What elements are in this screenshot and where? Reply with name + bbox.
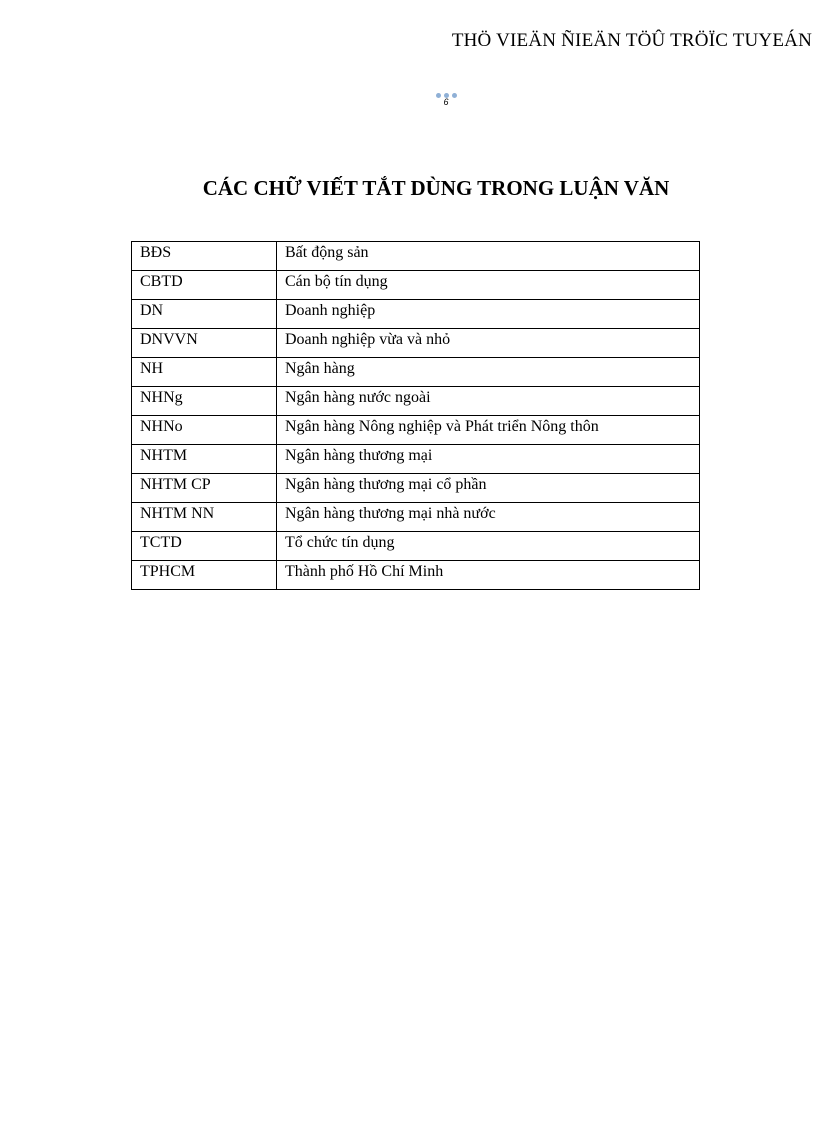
abbreviation-code: NHNg: [132, 387, 277, 416]
dot-icon: [436, 93, 441, 98]
abbreviation-code: NHNo: [132, 416, 277, 445]
document-title: CÁC CHỮ VIẾT TẮT DÙNG TRONG LUẬN VĂN: [202, 176, 670, 200]
abbreviations-table-body: [132, 242, 700, 590]
abbreviation-code: CBTD: [132, 271, 277, 300]
abbreviation-meaning: Doanh nghiệp: [277, 300, 700, 329]
page-number: 6: [443, 97, 449, 107]
abbreviation-meaning: Ngân hàng thương mại cổ phần: [277, 474, 700, 503]
abbreviation-meaning: Ngân hàng Nông nghiệp và Phát triển Nông thôn: [277, 416, 700, 445]
abbreviation-meaning: Doanh nghiệp vừa và nhỏ: [277, 329, 700, 358]
table-row: [132, 329, 700, 358]
abbreviation-code: NHTM CP: [132, 474, 277, 503]
table-row: [132, 300, 700, 329]
abbreviation-meaning: Cán bộ tín dụng: [277, 271, 700, 300]
table-row: [132, 358, 700, 387]
abbreviation-meaning: Tổ chức tín dụng: [277, 532, 700, 561]
abbreviation-code: NHTM: [132, 445, 277, 474]
table-row: [132, 271, 700, 300]
abbreviation-code: NHTM NN: [132, 503, 277, 532]
abbreviation-code: TCTD: [132, 532, 277, 561]
abbreviation-meaning: Thành phố Hồ Chí Minh: [277, 561, 700, 590]
table-row: [132, 474, 700, 503]
table-row: [132, 445, 700, 474]
abbreviation-code: BĐS: [132, 242, 277, 271]
dot-icon: [452, 93, 457, 98]
page-number-ornament: [432, 93, 460, 111]
abbreviation-code: DNVVN: [132, 329, 277, 358]
abbreviation-meaning: Ngân hàng thương mại nhà nước: [277, 503, 700, 532]
abbreviation-code: DN: [132, 300, 277, 329]
abbreviation-meaning: Ngân hàng: [277, 358, 700, 387]
table-row: [132, 503, 700, 532]
abbreviation-code: NH: [132, 358, 277, 387]
abbreviations-table: [131, 241, 700, 590]
table-row: [132, 561, 700, 590]
page-header-text: THÖ VIEÄN ÑIEÄN TÖÛ TRÖÏC TUYEÁN: [451, 30, 812, 51]
table-row: [132, 532, 700, 561]
table-row: [132, 416, 700, 445]
abbreviation-meaning: Ngân hàng nước ngoài: [277, 387, 700, 416]
abbreviation-meaning: Ngân hàng thương mại: [277, 445, 700, 474]
table-row: [132, 242, 700, 271]
table-row: [132, 387, 700, 416]
abbreviation-code: TPHCM: [132, 561, 277, 590]
abbreviation-meaning: Bất động sản: [277, 242, 700, 271]
